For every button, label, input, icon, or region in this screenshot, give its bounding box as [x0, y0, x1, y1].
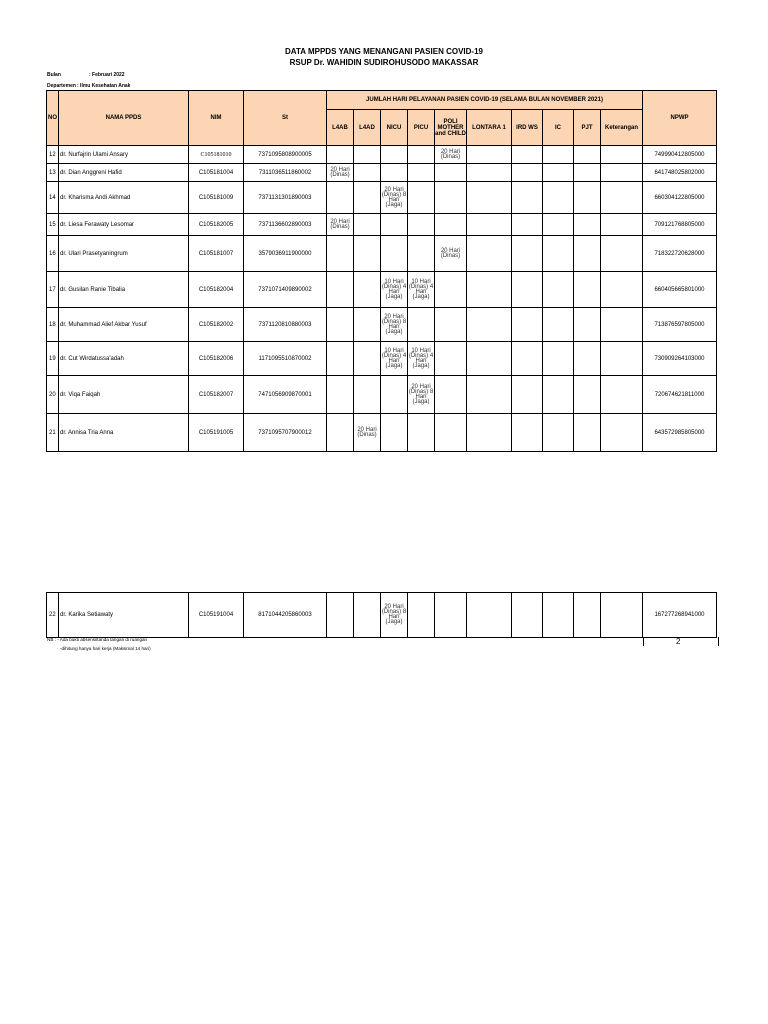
service-days: [512, 308, 543, 342]
service-days: 10 Hari (Dinas) 4 Hari (Jaga): [408, 272, 435, 308]
row-number: 20: [47, 376, 59, 414]
ppds-name: dr. Nurfajrin Ulami Ansary: [59, 146, 189, 164]
header-unit: L4AD: [354, 110, 381, 146]
service-days: 20 Hari (Dinas) 8 Hari (Jaga): [408, 376, 435, 414]
departemen-label: Departemen: [47, 83, 76, 89]
row-number: 14: [47, 182, 59, 214]
ppds-table-continued: [46, 592, 717, 638]
ppds-nim: C105182002: [189, 308, 244, 342]
ppds-name: dr. Viqa Faiqah: [59, 376, 189, 414]
ppds-st: 1171095510870002: [244, 342, 327, 376]
service-days: [543, 182, 574, 214]
service-days: [327, 272, 354, 308]
service-days: [543, 593, 574, 638]
service-days: [327, 308, 354, 342]
service-days: 20 Hari (Dinas) 8 Hari (Jaga): [381, 182, 408, 214]
service-days: [435, 164, 467, 182]
ppds-name: dr. Karika Setiawaty: [59, 593, 189, 638]
service-days: 20 Hari (Dinas) 8 Hari (Jaga): [381, 593, 408, 638]
table-row: [47, 342, 717, 376]
service-days: [467, 272, 512, 308]
ppds-npwp: 718322720628000: [643, 236, 717, 272]
service-days: [512, 414, 543, 452]
header-unit: NICU: [381, 110, 408, 146]
ppds-npwp: 167277268941000: [643, 593, 717, 638]
service-days: 20 Hari (Dinas): [354, 414, 381, 452]
service-days: [512, 182, 543, 214]
service-days: [467, 182, 512, 214]
service-days: [601, 182, 643, 214]
service-days: 10 Hari (Dinas) 4 Hari (Jaga): [381, 272, 408, 308]
document-title: DATA MPPDS YANG MENANGANI PASIEN COVID-19: [285, 47, 483, 56]
service-days: [543, 308, 574, 342]
service-days: [467, 236, 512, 272]
service-days: [601, 146, 643, 164]
service-days: [354, 214, 381, 236]
service-days: [543, 214, 574, 236]
header-unit: L4AB: [327, 110, 354, 146]
service-days: [354, 593, 381, 638]
ppds-nim: C105181010: [189, 146, 244, 164]
service-days: [601, 236, 643, 272]
ppds-npwp: 643572985805000: [643, 414, 717, 452]
ppds-name: dr. Dian Anggreni Hafid: [59, 164, 189, 182]
service-days: [467, 376, 512, 414]
ppds-nim: C105181004: [189, 164, 244, 182]
service-days: [512, 214, 543, 236]
service-days: [601, 376, 643, 414]
service-days: [354, 342, 381, 376]
service-days: [543, 236, 574, 272]
footnote-absensi: NB : - Ada bukti absensi/tanda tangan di ruangan: [47, 637, 148, 642]
service-days: [327, 182, 354, 214]
service-days: [543, 272, 574, 308]
ppds-npwp: 730909264103000: [643, 342, 717, 376]
table-row: [47, 414, 717, 452]
ppds-name: dr. Liesa Ferawaty Lesomar: [59, 214, 189, 236]
service-days: [601, 593, 643, 638]
table-row: [47, 146, 717, 164]
ppds-table: [46, 90, 717, 452]
service-days: [574, 308, 601, 342]
table-row: [47, 164, 717, 182]
ppds-st: 8171044205860003: [244, 593, 327, 638]
service-days: 20 Hari (Dinas): [327, 214, 354, 236]
ppds-nim: C105182005: [189, 214, 244, 236]
departemen-value: : Ilmu Kesehatan Anak: [77, 83, 131, 89]
service-days: [381, 146, 408, 164]
ppds-npwp: 660304122805000: [643, 182, 717, 214]
service-days: [408, 182, 435, 214]
service-days: 10 Hari (Dinas) 4 Hari (Jaga): [408, 342, 435, 376]
service-days: 20 Hari (Dinas): [327, 164, 354, 182]
service-days: [467, 164, 512, 182]
service-days: [327, 146, 354, 164]
service-days: [543, 414, 574, 452]
ppds-st: 7311036511860002: [244, 164, 327, 182]
header-npwp: NPWP: [643, 91, 717, 146]
header-unit: POLI MOTHER and CHILD: [435, 110, 467, 146]
header-nama: NAMA PPDS: [59, 91, 189, 146]
header-unit: PJT: [574, 110, 601, 146]
service-days: [601, 214, 643, 236]
service-days: [327, 342, 354, 376]
header-no: NO: [47, 91, 59, 146]
ppds-st: 7371095808900005: [244, 146, 327, 164]
ppds-nim: C105182004: [189, 272, 244, 308]
row-number: 12: [47, 146, 59, 164]
ppds-nim: C105191005: [189, 414, 244, 452]
bulan-value: : Februari 2022: [89, 72, 125, 78]
header-unit: LONTARA 1: [467, 110, 512, 146]
row-number: 18: [47, 308, 59, 342]
service-days: [543, 342, 574, 376]
ppds-st: 7371071409890002: [244, 272, 327, 308]
page-divider-left: [643, 637, 644, 646]
service-days: [354, 376, 381, 414]
header-unit: IC: [543, 110, 574, 146]
service-days: [354, 146, 381, 164]
service-days: [354, 308, 381, 342]
bulan-label: Bulan: [47, 72, 61, 78]
ppds-nim: C105181007: [189, 236, 244, 272]
ppds-nim: C105182006: [189, 342, 244, 376]
ppds-nim: C105181009: [189, 182, 244, 214]
ppds-st: 7371120810880003: [244, 308, 327, 342]
table-row: [47, 272, 717, 308]
service-days: [381, 236, 408, 272]
service-days: [354, 182, 381, 214]
service-days: [435, 376, 467, 414]
service-days: [574, 214, 601, 236]
ppds-st: 7371131301890003: [244, 182, 327, 214]
table-row: [47, 236, 717, 272]
service-days: [435, 342, 467, 376]
bulan-line: [47, 72, 125, 78]
service-days: [381, 164, 408, 182]
service-days: [327, 593, 354, 638]
header-unit: Keterangan: [601, 110, 643, 146]
service-days: [435, 272, 467, 308]
service-days: [381, 414, 408, 452]
row-number: 15: [47, 214, 59, 236]
footnote-hari-kerja: -dihitung hanya hari kerja (Maksimal 14 hari): [60, 646, 151, 651]
service-days: [574, 182, 601, 214]
row-number: 16: [47, 236, 59, 272]
service-days: [601, 308, 643, 342]
service-days: [574, 414, 601, 452]
ppds-name: dr. Ulari Prasetyaningrum: [59, 236, 189, 272]
ppds-st: 7371095707900012: [244, 414, 327, 452]
service-days: [601, 272, 643, 308]
row-number: 21: [47, 414, 59, 452]
header-st: St: [244, 91, 327, 146]
service-days: [408, 146, 435, 164]
ppds-name: dr. Muhammad Alief Akbar Yusuf: [59, 308, 189, 342]
service-days: [354, 236, 381, 272]
service-days: [467, 342, 512, 376]
ppds-nim: C105182007: [189, 376, 244, 414]
service-days: [601, 342, 643, 376]
ppds-st: 7371136602890003: [244, 214, 327, 236]
service-days: [512, 342, 543, 376]
ppds-npwp: 720674621811000: [643, 376, 717, 414]
ppds-npwp: 713876597805000: [643, 308, 717, 342]
service-days: [327, 414, 354, 452]
page-number: 2: [676, 637, 681, 646]
ppds-npwp: 641748025802000: [643, 164, 717, 182]
ppds-st: 3579036911900000: [244, 236, 327, 272]
service-days: [327, 376, 354, 414]
service-days: [354, 272, 381, 308]
service-days: [512, 146, 543, 164]
service-days: 20 Hari (Dinas): [435, 146, 467, 164]
service-days: [543, 164, 574, 182]
row-number: 13: [47, 164, 59, 182]
page-divider-right: [718, 637, 719, 646]
ppds-st: 7471056909870001: [244, 376, 327, 414]
document-subtitle: RSUP Dr. WAHIDIN SUDIROHUSODO MAKASSAR: [289, 58, 479, 67]
table-row: [47, 214, 717, 236]
table-row: [47, 182, 717, 214]
service-days: [574, 236, 601, 272]
ppds-name: dr. Cut Wirdatussa'adah: [59, 342, 189, 376]
ppds-name: dr. Gusilan Ranie Tibalia: [59, 272, 189, 308]
service-days: [408, 214, 435, 236]
table-row: [47, 593, 717, 638]
service-days: [467, 146, 512, 164]
service-days: [408, 308, 435, 342]
service-days: [574, 272, 601, 308]
service-days: [512, 164, 543, 182]
service-days: [543, 146, 574, 164]
table-row: [47, 308, 717, 342]
service-days: [408, 164, 435, 182]
ppds-nim: C105191004: [189, 593, 244, 638]
service-days: [512, 236, 543, 272]
header-group: JUMLAH HARI PELAYANAN PASIEN COVID-19 (SELAMA BULAN NOVEMBER 2021): [327, 91, 643, 110]
ppds-npwp: 709121768805000: [643, 214, 717, 236]
service-days: [601, 164, 643, 182]
service-days: [512, 376, 543, 414]
service-days: [435, 593, 467, 638]
service-days: [467, 214, 512, 236]
header-unit: IRD WS: [512, 110, 543, 146]
header-nim: NIM: [189, 91, 244, 146]
service-days: [435, 308, 467, 342]
service-days: 20 Hari (Dinas): [435, 236, 467, 272]
ppds-name: dr. Kharisma Andi Akhmad: [59, 182, 189, 214]
ppds-npwp: 660405665801000: [643, 272, 717, 308]
service-days: [381, 376, 408, 414]
service-days: [354, 164, 381, 182]
service-days: [381, 214, 408, 236]
service-days: [435, 414, 467, 452]
service-days: 20 Hari (Dinas) 8 Hari (Jaga): [381, 308, 408, 342]
service-days: [512, 272, 543, 308]
ppds-npwp: 749990412805000: [643, 146, 717, 164]
header-unit: PICU: [408, 110, 435, 146]
table-row: [47, 376, 717, 414]
service-days: 10 Hari (Dinas) 4 Hari (Jaga): [381, 342, 408, 376]
departemen-line: [47, 83, 130, 89]
service-days: [467, 593, 512, 638]
service-days: [408, 593, 435, 638]
service-days: [574, 376, 601, 414]
service-days: [512, 593, 543, 638]
service-days: [435, 214, 467, 236]
service-days: [435, 182, 467, 214]
service-days: [408, 236, 435, 272]
ppds-name: dr. Annisa Tria Anna: [59, 414, 189, 452]
service-days: [467, 308, 512, 342]
service-days: [408, 414, 435, 452]
service-days: [601, 414, 643, 452]
row-number: 17: [47, 272, 59, 308]
service-days: [574, 593, 601, 638]
row-number: 19: [47, 342, 59, 376]
service-days: [467, 414, 512, 452]
service-days: [574, 342, 601, 376]
row-number: 22: [47, 593, 59, 638]
service-days: [574, 146, 601, 164]
service-days: [327, 236, 354, 272]
service-days: [574, 164, 601, 182]
service-days: [543, 376, 574, 414]
